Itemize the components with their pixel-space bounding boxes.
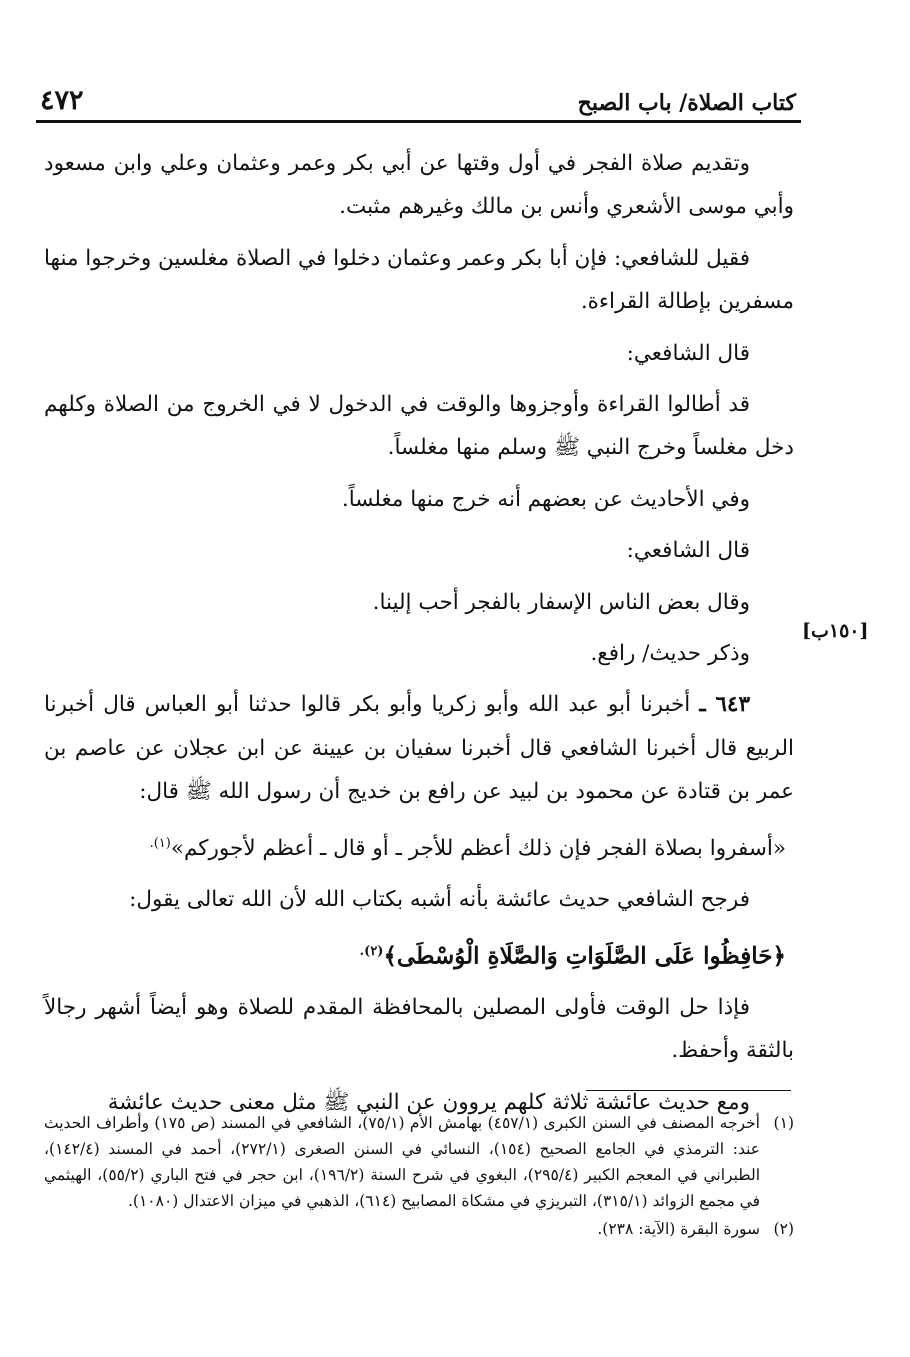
quran-verse bbox=[44, 930, 794, 978]
paragraph: فقيل للشافعي: فإن أبا بكر وعمر وعثمان دخلوا في الصلاة مغلسين وخرجوا منها مسفرين بإطالة القراءة. bbox=[44, 245, 794, 315]
hadith-matn: «أسفروا بصلاة الفجر فإن ذلك أعظم للأجر ـ أو قال ـ أعظم لأجوركم» bbox=[170, 835, 786, 861]
footnote bbox=[44, 1216, 794, 1242]
footnote-text: سورة البقرة (الآية: ٢٣٨). bbox=[597, 1220, 760, 1238]
paragraph: وقال بعض الناس الإسفار بالفجر أحب إلينا. bbox=[372, 589, 750, 615]
page-number: ٤٧٢ bbox=[40, 85, 84, 116]
main-text bbox=[44, 142, 794, 1132]
hadith-number: ٦٤٣ ـ bbox=[699, 692, 750, 718]
footnote-ref[interactable]: (١). bbox=[149, 835, 171, 851]
header-rule bbox=[36, 120, 801, 123]
paragraph: قال الشافعي: bbox=[626, 340, 750, 366]
footnote-text: أخرجه المصنف في السنن الكبرى (٤٥٧/١) بهامش الأم (٧٥/١)، الشافعي في المسند (ص ١٧٥) وأطراف الحديث عند: الترمذي في الجامع الصحيح (١٥٤)، النسائي في السنن الصغرى (٢٧٢/١)، أحمد في المسند (١٤٢/٤)، الطبراني في المعجم الكبير (٢٩٥/٤)، البغوي في شرح السنة (١٩٦/٢)، ابن حجر في فتح الباري (٥٥/٢)، الهيثمي في مجمع الزوائد (٣١٥/١)، التبريزي في مشكاة المصابيح (٦١٤)، الذهبي في ميزان الاعتدال (١٠٨٠). bbox=[44, 1114, 761, 1210]
running-title: كتاب الصلاة/ باب الصبح bbox=[577, 90, 796, 116]
hadith-isnad: أخبرنا أبو عبد الله وأبو زكريا وأبو بكر قالوا حدثنا أبو العباس قال أخبرنا الربيع قال أخبرنا الشافعي قال أخبرنا سفيان بن عيينة عن ابن عجلان عن عاصم بن عمر بن قتادة عن محمود بن لبيد عن رافع بن خديج أن رسول الله ﷺ قال: bbox=[44, 692, 794, 805]
paragraph: وفي الأحاديث عن بعضهم أنه خرج منها مغلساً. bbox=[341, 486, 750, 512]
footnote-ref[interactable]: (٢). bbox=[359, 943, 384, 959]
margin-folio-note: [١٥٠ب] bbox=[802, 620, 869, 642]
paragraph: وذكر حديث/ رافع. bbox=[590, 641, 750, 667]
paragraph: قال الشافعي: bbox=[626, 538, 750, 564]
hadith-paragraph bbox=[44, 683, 794, 813]
footnotes bbox=[44, 1110, 794, 1244]
paragraph: فرجح الشافعي حديث عائشة بأنه أشبه بكتاب الله لأن الله تعالى يقول: bbox=[129, 887, 750, 913]
footnote-number: (١) bbox=[773, 1114, 794, 1132]
hadith-quote bbox=[44, 822, 794, 871]
page-header bbox=[40, 72, 796, 116]
paragraph: قد أطالوا القراءة وأوجزوها والوقت في الدخول لا في الخروج من الصلاة وكلهم دخل مغلساً وخرج النبي ﷺ وسلم منها مغلساً. bbox=[44, 392, 794, 461]
footnote-rule bbox=[586, 1090, 791, 1091]
footnote-number: (٢) bbox=[773, 1220, 794, 1238]
paragraph: فإذا حل الوقت فأولى المصلين بالمحافظة المقدم للصلاة وهو أيضاً أشهر رجالاً بالثقة وأحفظ. bbox=[44, 994, 794, 1064]
footnote bbox=[44, 1110, 794, 1214]
paragraph: وتقديم صلاة الفجر في أول وقتها عن أبي بكر وعمر وعثمان وعلي وابن مسعود وأبي موسى الأشعري وأنس بن مالك وغيرهم مثبت. bbox=[44, 151, 794, 220]
paragraph: ومع حديث عائشة ثلاثة كلهم يروون عن النبي ﷺ مثل معنى حديث عائشة bbox=[107, 1089, 750, 1115]
verse-text: ﴿حَافِظُوا عَلَى الصَّلَوَاتِ وَالصَّلَاةِ الْوُسْطَى﴾ bbox=[383, 942, 786, 970]
